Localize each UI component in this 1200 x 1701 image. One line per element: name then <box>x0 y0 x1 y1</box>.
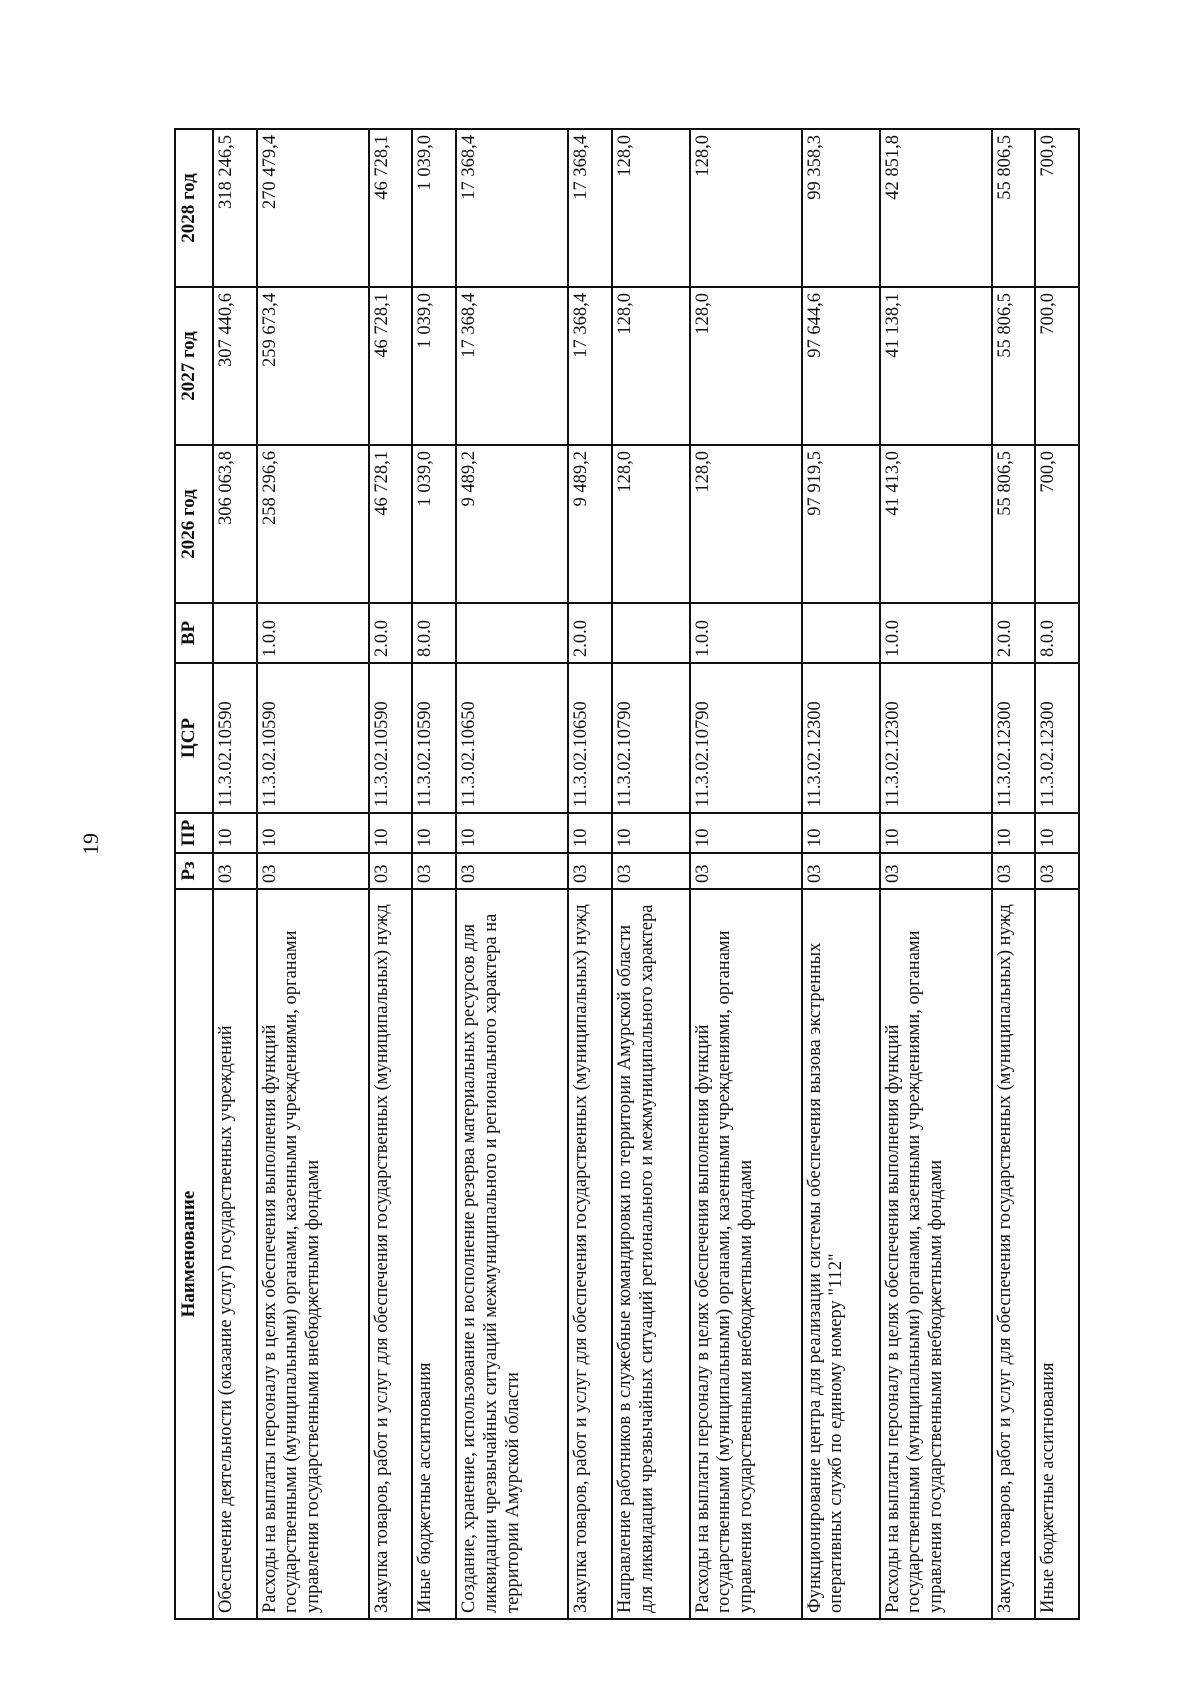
cell-pr: 10 <box>213 813 257 853</box>
cell-pr: 10 <box>456 813 568 853</box>
cell-rz: 03 <box>992 853 1036 889</box>
cell-pr: 10 <box>412 813 456 853</box>
cell-name: Направление работников в служебные командировки по территории Амурской области для ликвидации чрезвычайных ситуаций регионального и межмуниципального характера <box>612 889 690 1619</box>
table-row <box>456 129 568 1619</box>
table-row <box>612 129 690 1619</box>
cell-name: Функционирование центра для реализации системы обеспечения вызова экстренных оперативных служб по единому номеру "112" <box>802 889 880 1619</box>
cell-2027: 46 728,1 <box>369 287 413 445</box>
table-row <box>412 129 456 1619</box>
cell-csr: 11.3.02.12300 <box>992 663 1036 813</box>
table-row <box>690 129 802 1619</box>
cell-name: Закупка товаров, работ и услуг для обеспечения государственных (муниципальных) нужд <box>568 889 612 1619</box>
cell-2027: 259 673,4 <box>257 287 369 445</box>
cell-2027: 1 039,0 <box>412 287 456 445</box>
cell-pr: 10 <box>612 813 690 853</box>
table-row <box>1035 129 1079 1619</box>
header-name: Наименование <box>175 889 213 1619</box>
cell-vr <box>612 603 690 663</box>
header-pr: ПР <box>175 813 213 853</box>
header-2028: 2028 год <box>175 129 213 287</box>
cell-2028: 17 368,4 <box>456 129 568 287</box>
cell-csr: 11.3.02.10650 <box>568 663 612 813</box>
cell-csr: 11.3.02.10790 <box>612 663 690 813</box>
cell-2028: 128,0 <box>690 129 802 287</box>
cell-2026: 9 489,2 <box>456 445 568 603</box>
cell-2028: 1 039,0 <box>412 129 456 287</box>
cell-2027: 700,0 <box>1035 287 1079 445</box>
cell-pr: 10 <box>802 813 880 853</box>
cell-csr: 11.3.02.10590 <box>257 663 369 813</box>
cell-name: Закупка товаров, работ и услуг для обеспечения государственных (муниципальных) нужд <box>369 889 413 1619</box>
cell-name: Расходы на выплаты персоналу в целях обеспечения выполнения функций государственными (муниципальными) органами, казенными учреждениями, органами управления государственными внебюджетными фондами <box>880 889 992 1619</box>
cell-2026: 128,0 <box>690 445 802 603</box>
cell-name: Иные бюджетные ассигнования <box>1035 889 1079 1619</box>
header-2027: 2027 год <box>175 287 213 445</box>
cell-csr: 11.3.02.10590 <box>369 663 413 813</box>
cell-rz: 03 <box>412 853 456 889</box>
cell-2026: 258 296,6 <box>257 445 369 603</box>
cell-name: Обеспечение деятельности (оказание услуг) государственных учреждений <box>213 889 257 1619</box>
cell-name: Расходы на выплаты персоналу в целях обеспечения выполнения функций государственными (муниципальными) органами, казенными учреждениями, органами управления государственными внебюджетными фондами <box>257 889 369 1619</box>
cell-2027: 97 644,6 <box>802 287 880 445</box>
cell-rz: 03 <box>369 853 413 889</box>
cell-rz: 03 <box>257 853 369 889</box>
cell-2028: 17 368,4 <box>568 129 612 287</box>
table-row <box>880 129 992 1619</box>
cell-2027: 41 138,1 <box>880 287 992 445</box>
cell-rz: 03 <box>568 853 612 889</box>
cell-csr: 11.3.02.12300 <box>802 663 880 813</box>
cell-2026: 97 919,5 <box>802 445 880 603</box>
cell-2027: 128,0 <box>612 287 690 445</box>
cell-rz: 03 <box>1035 853 1079 889</box>
cell-pr: 10 <box>369 813 413 853</box>
cell-vr <box>456 603 568 663</box>
table-row <box>992 129 1036 1619</box>
cell-2026: 46 728,1 <box>369 445 413 603</box>
rotated-table-container <box>174 130 1080 1620</box>
table-row <box>213 129 257 1619</box>
cell-2028: 55 806,5 <box>992 129 1036 287</box>
cell-2026: 306 063,8 <box>213 445 257 603</box>
cell-csr: 11.3.02.10790 <box>690 663 802 813</box>
cell-rz: 03 <box>213 853 257 889</box>
table-row <box>568 129 612 1619</box>
header-csr: ЦСР <box>175 663 213 813</box>
cell-rz: 03 <box>456 853 568 889</box>
cell-2026: 55 806,5 <box>992 445 1036 603</box>
page-number: 19 <box>78 833 103 855</box>
cell-csr: 11.3.02.10650 <box>456 663 568 813</box>
cell-name: Иные бюджетные ассигнования <box>412 889 456 1619</box>
budget-table <box>174 128 1080 1620</box>
cell-vr: 8.0.0 <box>1035 603 1079 663</box>
cell-pr: 10 <box>690 813 802 853</box>
cell-rz: 03 <box>880 853 992 889</box>
cell-vr: 1.0.0 <box>257 603 369 663</box>
cell-pr: 10 <box>992 813 1036 853</box>
cell-2026: 41 413,0 <box>880 445 992 603</box>
cell-2026: 1 039,0 <box>412 445 456 603</box>
cell-2028: 46 728,1 <box>369 129 413 287</box>
header-vr: ВР <box>175 603 213 663</box>
cell-pr: 10 <box>1035 813 1079 853</box>
cell-vr: 8.0.0 <box>412 603 456 663</box>
cell-vr: 2.0.0 <box>992 603 1036 663</box>
cell-2026: 700,0 <box>1035 445 1079 603</box>
table-row <box>257 129 369 1619</box>
cell-2028: 318 246,5 <box>213 129 257 287</box>
header-rz: Рз <box>175 853 213 889</box>
cell-csr: 11.3.02.12300 <box>1035 663 1079 813</box>
cell-csr: 11.3.02.12300 <box>880 663 992 813</box>
cell-2027: 55 806,5 <box>992 287 1036 445</box>
table-row <box>802 129 880 1619</box>
cell-2027: 17 368,4 <box>456 287 568 445</box>
cell-vr: 2.0.0 <box>369 603 413 663</box>
header-2026: 2026 год <box>175 445 213 603</box>
cell-rz: 03 <box>690 853 802 889</box>
cell-rz: 03 <box>802 853 880 889</box>
cell-name: Расходы на выплаты персоналу в целях обеспечения выполнения функций государственными (муниципальными) органами, казенными учреждениями, органами управления государственными внебюджетными фондами <box>690 889 802 1619</box>
cell-2028: 99 358,3 <box>802 129 880 287</box>
cell-2026: 9 489,2 <box>568 445 612 603</box>
cell-2028: 270 479,4 <box>257 129 369 287</box>
cell-2027: 307 440,6 <box>213 287 257 445</box>
cell-name: Закупка товаров, работ и услуг для обеспечения государственных (муниципальных) нужд <box>992 889 1036 1619</box>
cell-2027: 128,0 <box>690 287 802 445</box>
cell-vr: 1.0.0 <box>880 603 992 663</box>
cell-vr <box>213 603 257 663</box>
table-row <box>369 129 413 1619</box>
cell-2028: 700,0 <box>1035 129 1079 287</box>
cell-rz: 03 <box>612 853 690 889</box>
cell-csr: 11.3.02.10590 <box>412 663 456 813</box>
cell-pr: 10 <box>880 813 992 853</box>
cell-pr: 10 <box>568 813 612 853</box>
cell-2026: 128,0 <box>612 445 690 603</box>
cell-vr: 2.0.0 <box>568 603 612 663</box>
table-header-row <box>175 129 213 1619</box>
cell-vr <box>802 603 880 663</box>
cell-csr: 11.3.02.10590 <box>213 663 257 813</box>
cell-2027: 17 368,4 <box>568 287 612 445</box>
cell-2028: 42 851,8 <box>880 129 992 287</box>
cell-pr: 10 <box>257 813 369 853</box>
cell-2028: 128,0 <box>612 129 690 287</box>
cell-name: Создание, хранение, использование и восполнение резерва материальных ресурсов для ликвидации чрезвычайных ситуаций межмуниципального и регионального характера на территории Амурской области <box>456 889 568 1619</box>
cell-vr: 1.0.0 <box>690 603 802 663</box>
